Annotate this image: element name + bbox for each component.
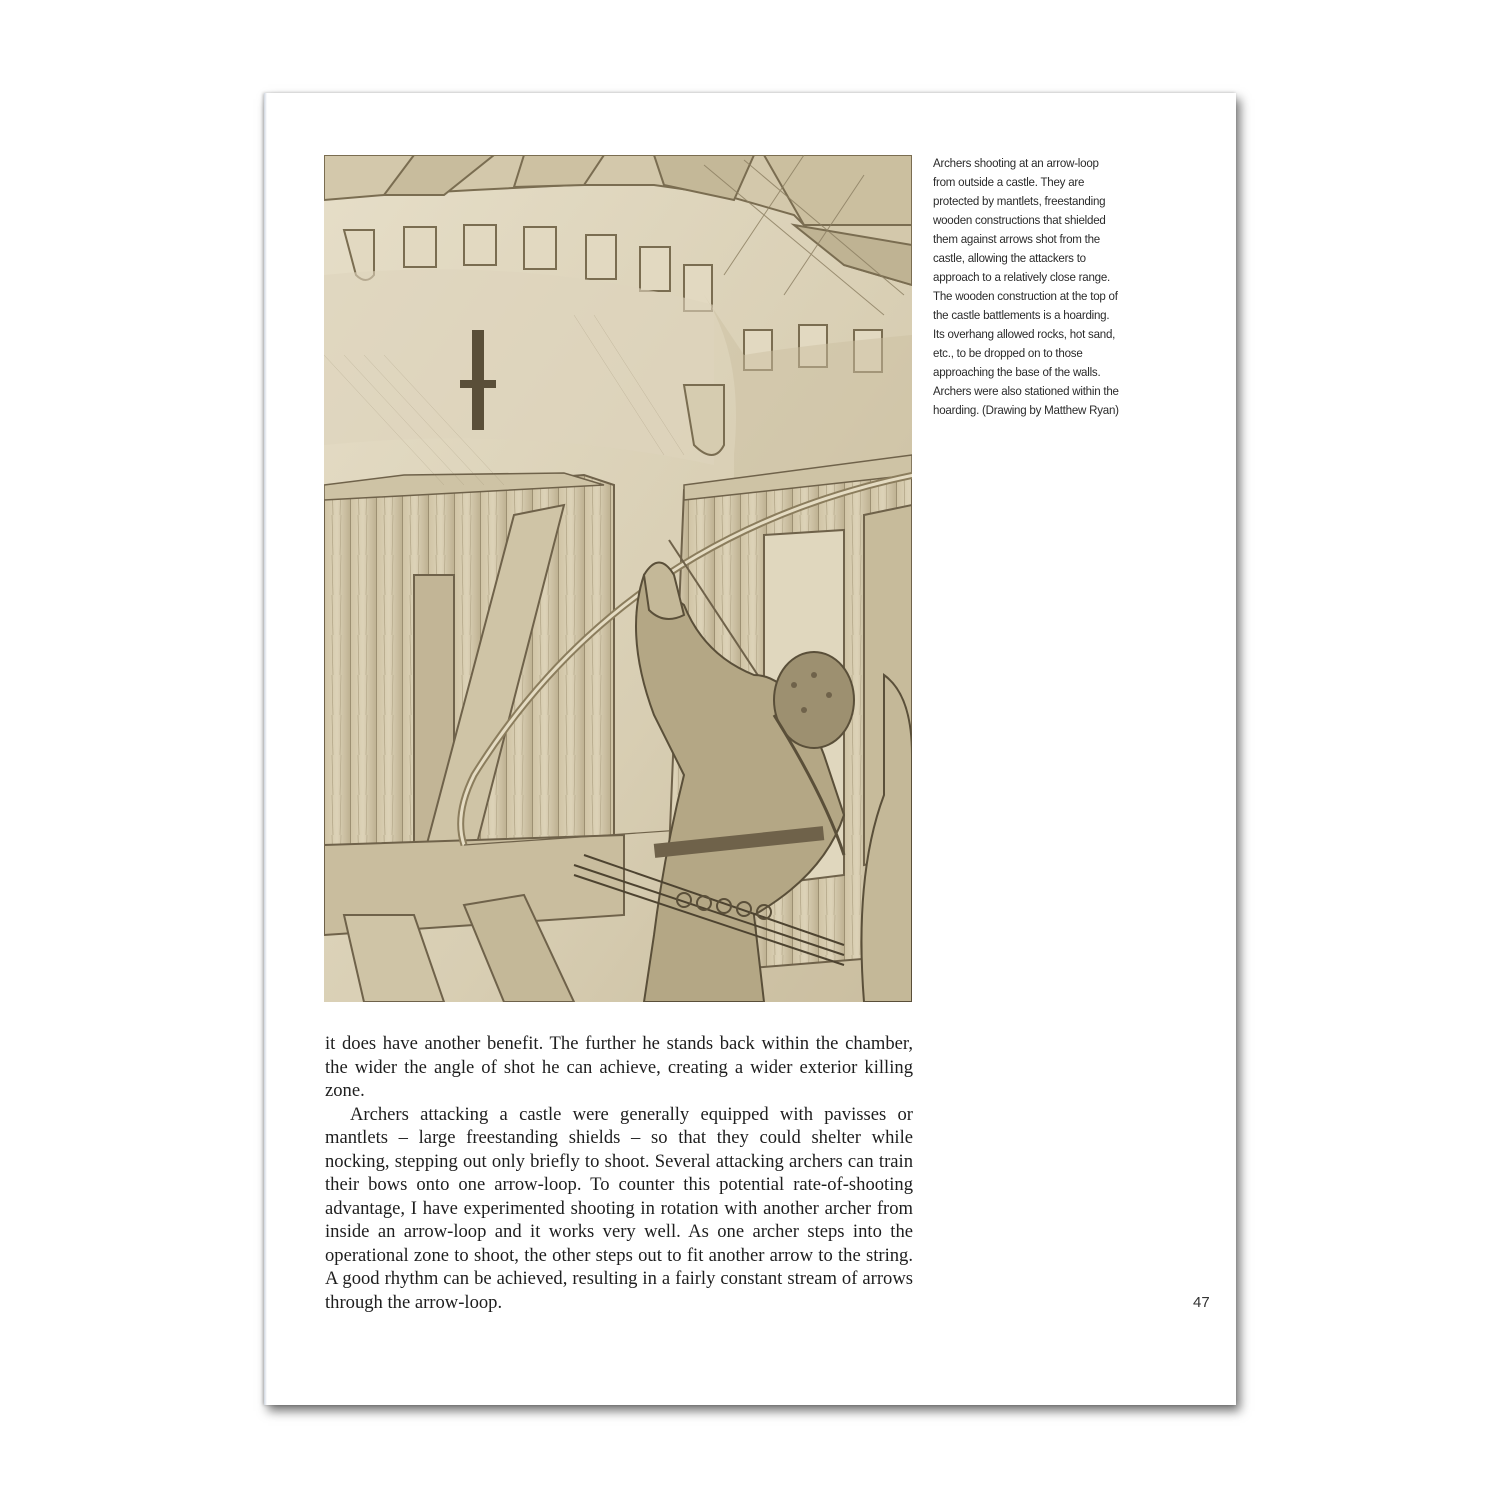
body-text <box>325 1032 913 1314</box>
archers-illustration <box>324 155 912 1002</box>
paragraph: Archers attacking a castle were generally equipped with pavisses or mantlets – large freestanding shields – so that they could shelter while nocking, stepping out only briefly to shoot. Several attacking archers can train their bows onto one arrow-loop. To counter this potential rate-of-shooting advantage, I have experimented shooting in rotation with another archer from inside an arrow-loop and it works very well. As one archer steps into the operational zone to shoot, the other steps out to fit another arrow to the string. A good rhythm can be achieved, resulting in a fairly constant stream of arrows through the arrow-loop. <box>325 1103 913 1313</box>
paragraph: it does have another benefit. The further he stands back within the chamber, the wider the angle of shot he can achieve, creating a wider exterior killing zone. <box>325 1033 913 1101</box>
page-number: 47 <box>1193 1294 1210 1311</box>
book-page <box>264 93 1236 1405</box>
archers-drawing <box>324 155 912 1002</box>
figure-caption: Archers shooting at an arrow-loop from outside a castle. They are protected by mantlets, freestanding wooden constructions that shielded them against arrows shot from the castle, allowing the attackers to approach to a relatively close range. The wooden construction at the top of the castle battlements is a hoarding. Its overhang allowed rocks, hot sand, etc., to be dropped on to those approaching the base of the walls. Archers were also stationed within the hoarding. (Drawing by Matthew Ryan) <box>933 156 1119 417</box>
page-edge <box>264 93 267 1405</box>
